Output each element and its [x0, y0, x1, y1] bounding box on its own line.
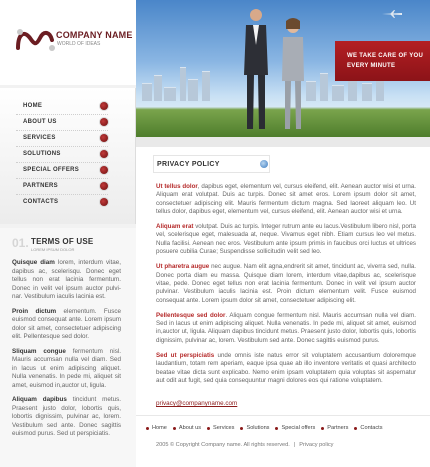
- terms-entry: [12, 396, 121, 439]
- entry-text: lorem, interdum vitae, dapibus ac, scelerisqu. Donec eget tellus non erat lacinia fermentum. Donec in velit vel ipsum auctor pulvi-nar. Vestibulum iaculis lacinia est.: [12, 259, 121, 300]
- bullet-icon: [173, 427, 176, 430]
- nav-item-label: ABOUT US: [23, 119, 57, 125]
- bullet-icon: [207, 427, 210, 430]
- nav-item-about-us[interactable]: [0, 114, 136, 130]
- paragraph-lead: Ut pharetra augue: [156, 263, 210, 271]
- section-subtitle: LOREM IPSUM DOLOR: [31, 247, 75, 252]
- privacy-email-link[interactable]: privacy@companyname.com: [156, 400, 238, 408]
- bullet-icon: [146, 427, 149, 430]
- paragraph-text: volutpat. Duis ac turpis. Integer rutrum ante eu lacus.Vestibulum libero nisl, porta vel, scelerisque eget, malesuada at, neque. Vivamus eget nibh. Etiam cursus leo vel metus. Nulla facilisi. Aenean nec eros. Vestibulum ante ipsum primis in faucibus orci luctus et ultrices posuere cubilia Curae; Suspendisse sollicitudin velit sed leo.: [156, 223, 417, 256]
- blue-dot-icon: [260, 160, 268, 168]
- nav-item-services[interactable]: [0, 130, 136, 146]
- paragraph-lead: Ut tellus dolor: [156, 183, 198, 190]
- company-slogan: WORLD OF IDEAS: [57, 41, 101, 47]
- terms-of-use-section: [0, 228, 136, 467]
- bullet-icon: [100, 150, 108, 158]
- terms-entry: [12, 259, 121, 302]
- footer-link-contacts[interactable]: [354, 425, 382, 431]
- airplane-icon: [381, 10, 403, 18]
- footer: [136, 415, 430, 467]
- paragraph-text: , dapibus eget, elementum vel, cursus eleifend, elit. Aenean auctor wisi et urna. Aliquam erat volutpat. Duis ac turpis. Donec sit amet eros. Lorem ipsum dolor sit amet, consectetuer adipiscing elit. Mauris fermentum dictum magna. Sed laoreet aliquam leo. Ut tellus dolor, dapibus eget, elementum vel, cursus eleifend, elit. Aenean auctor wisi et urna.: [156, 183, 417, 215]
- nav-item-label: SPECIAL OFFERS: [23, 167, 80, 173]
- paragraph-lead: Aliquam erat: [156, 223, 194, 231]
- terms-list: [12, 259, 121, 445]
- nav-item-label: HOME: [23, 103, 43, 109]
- bullet-icon: [100, 102, 108, 110]
- bullet-icon: [100, 118, 108, 126]
- bullet-icon: [100, 166, 108, 174]
- bullet-icon: [354, 427, 357, 430]
- nav-item-contacts[interactable]: [0, 194, 136, 210]
- divider: |: [293, 442, 296, 448]
- paragraph: [156, 352, 416, 385]
- footer-link-label: Special offers: [281, 425, 316, 431]
- section-title: TERMS OF USE: [31, 237, 94, 246]
- nav-item-home[interactable]: [0, 98, 136, 114]
- bullet-icon: [275, 427, 278, 430]
- footer-link-label: Partners: [327, 425, 349, 431]
- logo-icon: [14, 24, 56, 54]
- privacy-text: [156, 183, 416, 410]
- paragraph-lead: Pellentesque sed dolor: [156, 311, 226, 319]
- paragraph-text: unde omnis iste natus error sit voluptatem accusantium doloremque laudantium, totam rem aperiam, eaque ipsa quae ab illo inventore veritatis et quasi architecto beatae vitae dicta sunt explicabo. Nemo enim ipsam voluptatem quia voluptas sit aspernatur aut odit aut fugit, sed quia consequuntur magni dolores eos qui ratione voluptatem.: [156, 352, 416, 384]
- entry-heading: Proin dictum: [12, 307, 57, 315]
- entry-heading: Quisque diam: [12, 259, 55, 266]
- content-topbar: [136, 137, 430, 147]
- left-column: [0, 0, 136, 467]
- footer-link-solutions[interactable]: [240, 425, 269, 431]
- businessman-figure: [241, 5, 271, 133]
- footer-link-label: About us: [178, 425, 202, 431]
- paragraph-text: nec augue. Nam elit agna,endrerit sit amet, tincidunt ac, viverra sed, nulla. Donec porta diam eu massa. Quisque diam lorem, interdum vitae,dapibus ac, scelerisque vitae, pede. Donec eget tellus non erat lacinia fermentum. Donec in velit vel ipsum auctor pulvinar. Vestibulum iaculis lacinia est. Proin dictum elementum velit. Fusce euismod consequat ante. Lorem ipsum dolor sit amet, consectetuer adipiscing elit.: [156, 263, 416, 304]
- paragraph: [156, 312, 416, 345]
- banner-line-1: WE TAKE CARE OF YOU: [347, 53, 424, 59]
- copyright-line: [156, 442, 333, 448]
- entry-heading: Sliquam congue: [12, 347, 66, 355]
- nav-item-label: SOLUTIONS: [23, 151, 61, 157]
- nav-item-solutions[interactable]: [0, 146, 136, 162]
- paragraph: [156, 183, 416, 216]
- footer-link-services[interactable]: [207, 425, 234, 431]
- nav-item-label: PARTNERS: [23, 183, 58, 189]
- bullet-icon: [100, 134, 108, 142]
- main-content: [136, 137, 430, 413]
- nav-item-special-offers[interactable]: [0, 162, 136, 178]
- bullet-icon: [240, 427, 243, 430]
- footer-privacy-link[interactable]: Privacy policy: [299, 442, 334, 448]
- entry-text: fermentum nisl. Mauris accumsan nulla vel diam. Sed in lacus ut enim adipiscing aliquet. Nulla venenatis. In pede mi, aliquet sit amet, euismod in,auctor ut, ligula.: [12, 347, 121, 389]
- slogan-banner: [335, 41, 430, 81]
- entry-heading: Aliquam dapibus: [12, 396, 67, 403]
- footer-link-label: Solutions: [246, 425, 270, 431]
- banner-line-2: EVERY MINUTE: [347, 63, 396, 69]
- footer-link-label: Home: [152, 425, 167, 431]
- paragraph: [156, 263, 416, 304]
- paragraph: [156, 223, 416, 256]
- nav-item-partners[interactable]: [0, 178, 136, 194]
- footer-link-about-us[interactable]: [173, 425, 201, 431]
- footer-link-home[interactable]: [146, 425, 167, 431]
- terms-entry: [12, 348, 121, 391]
- footer-link-label: Contacts: [360, 425, 383, 431]
- paragraph-lead: Sed ut perspiciatis: [156, 352, 215, 360]
- footer-link-partners[interactable]: [321, 425, 348, 431]
- entry-text: elementum. Fusce euismod consequat ante. Lorem ipsum dolor sit amet, consectetuer adipiscing elit. Pellentesque sed dolor.: [12, 307, 121, 340]
- bullet-icon: [321, 427, 324, 430]
- copyright-text: 2005 © Copyright Company name. All rights reserved.: [156, 442, 290, 448]
- entry-text: tincidunt metus. Praesent justo dolor, lobortis quis, lobortis dignissim, pulvinar ac, lorem. Vestibulum sed ante. Donec sagittis euismod purus. Sed ut perspiciatis.: [12, 396, 121, 437]
- logo-area[interactable]: [0, 0, 136, 85]
- footer-link-label: Services: [213, 425, 235, 431]
- businesswoman-figure: [278, 17, 308, 133]
- main-nav: [0, 88, 136, 224]
- paragraph-text: . Aliquam congue fermentum nisl. Mauris accumsan nulla vel diam. Sed in lacus ut enim adipiscing aliquet. Nulla venenatis. In pede mi, aliquet sit amet, euismod in,auctor ut, ligula. Aliquam dapibus tincidunt metus. Praesent justo dolor, lobortis quis, lobortis dignissim, pulvinar ac, lorem. Vestibulum sed ante. Donec sagittis euismod purus.: [156, 311, 416, 344]
- page-title: PRIVACY POLICY: [157, 160, 220, 168]
- terms-entry: [12, 308, 121, 342]
- footer-nav: [146, 425, 383, 431]
- footer-link-special-offers[interactable]: [275, 425, 315, 431]
- bullet-icon: [100, 182, 108, 190]
- section-number: 01.: [12, 236, 29, 250]
- bullet-icon: [100, 198, 108, 206]
- company-name: COMPANY NAME: [56, 30, 133, 40]
- nav-item-label: SERVICES: [23, 135, 56, 141]
- nav-item-label: CONTACTS: [23, 199, 59, 205]
- privacy-policy-heading-box: [153, 155, 270, 173]
